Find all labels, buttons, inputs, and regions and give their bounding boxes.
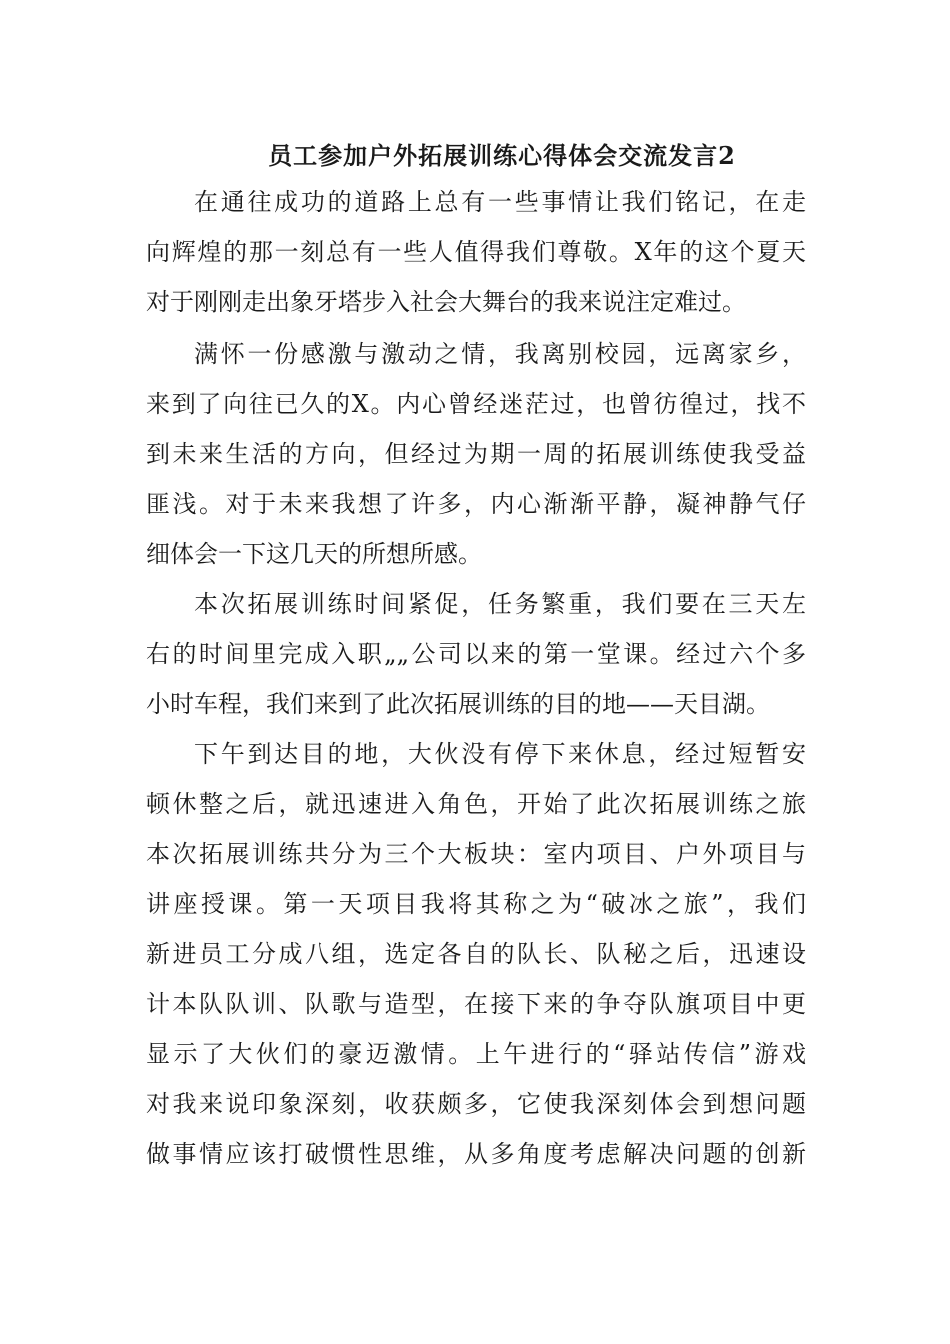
text-line: 计本队队训、队歌与造型，在接下来的争夺队旗项目中更 [146, 990, 806, 1018]
text-line: 来到了向往已久的X。内心曾经迷茫过，也曾彷徨过，找不 [146, 390, 806, 418]
document-title: 员工参加户外拓展训练心得体会交流发言2 [268, 141, 736, 170]
text-line: 小时车程，我们来到了此次拓展训练的目的地——天目湖。 [146, 690, 770, 718]
text-line: 细体会一下这几天的所想所感。 [146, 540, 482, 568]
text-line: 右的时间里完成入职„„公司以来的第一堂课。经过六个多 [146, 640, 806, 668]
text-line: 满怀一份感激与激动之情，我离别校园，远离家乡， [194, 340, 806, 368]
text-line: 下午到达目的地，大伙没有停下来休息，经过短暂安 [194, 740, 806, 768]
text-line: 讲座授课。第一天项目我将其称之为“破冰之旅”，我们 [146, 890, 806, 918]
text-line: 新进员工分成八组，选定各自的队长、队秘之后，迅速设 [146, 940, 806, 968]
text-line: 对我来说印象深刻，收获颇多，它使我深刻体会到想问题 [146, 1090, 806, 1118]
text-line: 显示了大伙们的豪迈激情。上午进行的“驿站传信”游戏 [146, 1040, 806, 1068]
text-line: 顿休整之后，就迅速进入角色，开始了此次拓展训练之旅 [146, 790, 806, 818]
text-line: 在通往成功的道路上总有一些事情让我们铭记，在走 [194, 188, 806, 216]
text-line: 对于刚刚走出象牙塔步入社会大舞台的我来说注定难过。 [146, 288, 746, 316]
text-line: 本次拓展训练共分为三个大板块：室内项目、户外项目与 [146, 840, 806, 868]
text-line: 到未来生活的方向，但经过为期一周的拓展训练使我受益 [146, 440, 806, 468]
text-line: 本次拓展训练时间紧促，任务繁重，我们要在三天左 [194, 590, 806, 618]
text-line: 匪浅。对于未来我想了许多，内心渐渐平静，凝神静气仔 [146, 490, 806, 518]
text-line: 做事情应该打破惯性思维，从多角度考虑解决问题的创新 [146, 1140, 806, 1168]
text-line: 向辉煌的那一刻总有一些人值得我们尊敬。X年的这个夏天 [146, 238, 806, 266]
